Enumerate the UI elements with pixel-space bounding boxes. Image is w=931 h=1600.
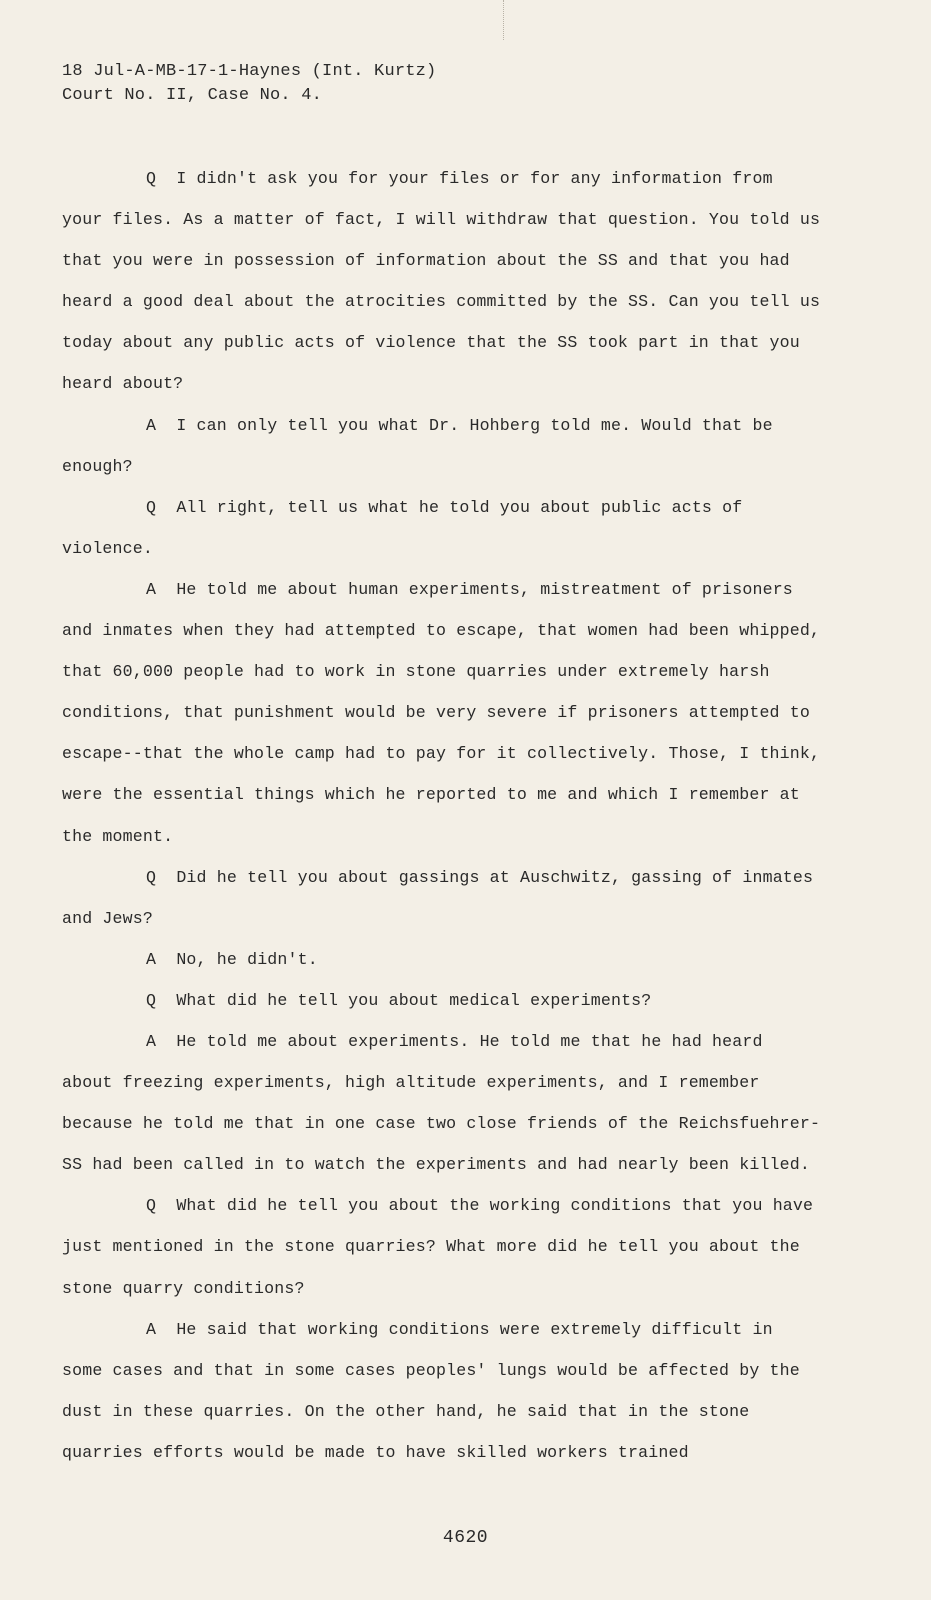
transcript-paragraph bbox=[62, 939, 822, 980]
paragraph-text: He said that working conditions were extremely difficult in some cases and that in some cases peoples' lungs would be affected by the dust in these quarries. On the other hand, he said that in the stone quarries efforts would be made to have skilled workers trained bbox=[62, 1319, 800, 1462]
header-court-line: Court No. II, Case No. 4. bbox=[62, 86, 323, 105]
transcript-paragraph bbox=[62, 158, 822, 405]
page-edge-mark bbox=[503, 0, 505, 40]
speaker-label: Q bbox=[146, 1196, 157, 1216]
paragraph-text: He told me about human experiments, mistreatment of prisoners and inmates when they had attempted to escape, that women had been whipped, that 60,000 people had to work in stone quarries under extremely harsh conditions, that punishment would be very severe if prisoners attempted to escape--that the whole camp had to pay for it collectively. Those, I think, were the essential things which he reported to me and which I remember at the moment. bbox=[62, 579, 821, 846]
transcript-paragraph bbox=[62, 487, 822, 569]
speaker-label: A bbox=[146, 1031, 157, 1051]
speaker-label: A bbox=[146, 415, 157, 435]
paragraph-text: All right, tell us what he told you about public acts of violence. bbox=[62, 497, 743, 558]
transcript-paragraph bbox=[62, 980, 822, 1021]
transcript-body bbox=[62, 158, 822, 1473]
header-session-line: 18 Jul-A-MB-17-1-Haynes (Int. Kurtz) bbox=[62, 62, 437, 81]
speaker-label: A bbox=[146, 949, 157, 969]
speaker-label: A bbox=[146, 579, 157, 599]
page-number: 4620 bbox=[442, 1528, 489, 1548]
paragraph-text: What did he tell you about medical experiments? bbox=[176, 990, 652, 1010]
paragraph-text: He told me about experiments. He told me that he had heard about freezing experiments, high altitude experiments, and I remember because he told me that in one case two close friends of the Reichsfuehrer-SS had been called in to watch the experiments and had nearly been killed. bbox=[62, 1031, 821, 1175]
transcript-paragraph bbox=[62, 569, 822, 857]
transcript-paragraph bbox=[62, 1021, 822, 1185]
paragraph-text: What did he tell you about the working conditions that you have just mentioned in the stone quarries? What more did he tell you about the stone quarry conditions? bbox=[62, 1196, 814, 1298]
speaker-label: Q bbox=[146, 990, 157, 1010]
speaker-label: Q bbox=[146, 497, 157, 517]
paragraph-text: I can only tell you what Dr. Hohberg told me. Would that be enough? bbox=[62, 415, 773, 476]
transcript-paragraph bbox=[62, 405, 822, 487]
transcript-paragraph bbox=[62, 1185, 822, 1308]
speaker-label: Q bbox=[146, 169, 157, 188]
speaker-label: Q bbox=[146, 867, 157, 887]
document-header bbox=[62, 60, 436, 108]
transcript-paragraph bbox=[62, 857, 822, 939]
transcript-paragraph bbox=[62, 1309, 822, 1473]
paragraph-text: Did he tell you about gassings at Auschwitz, gassing of inmates and Jews? bbox=[62, 867, 814, 928]
speaker-label: A bbox=[146, 1319, 157, 1339]
paragraph-text: I didn't ask you for your files or for any information from your files. As a matter of fact, I will withdraw that question. You told us that you were in possession of information about the SS and that you had heard a good deal about the atrocities committed by the SS. Can you tell us today about any public acts of violence that the SS took part in that you heard about? bbox=[62, 169, 821, 394]
paragraph-text: No, he didn't. bbox=[176, 949, 318, 969]
